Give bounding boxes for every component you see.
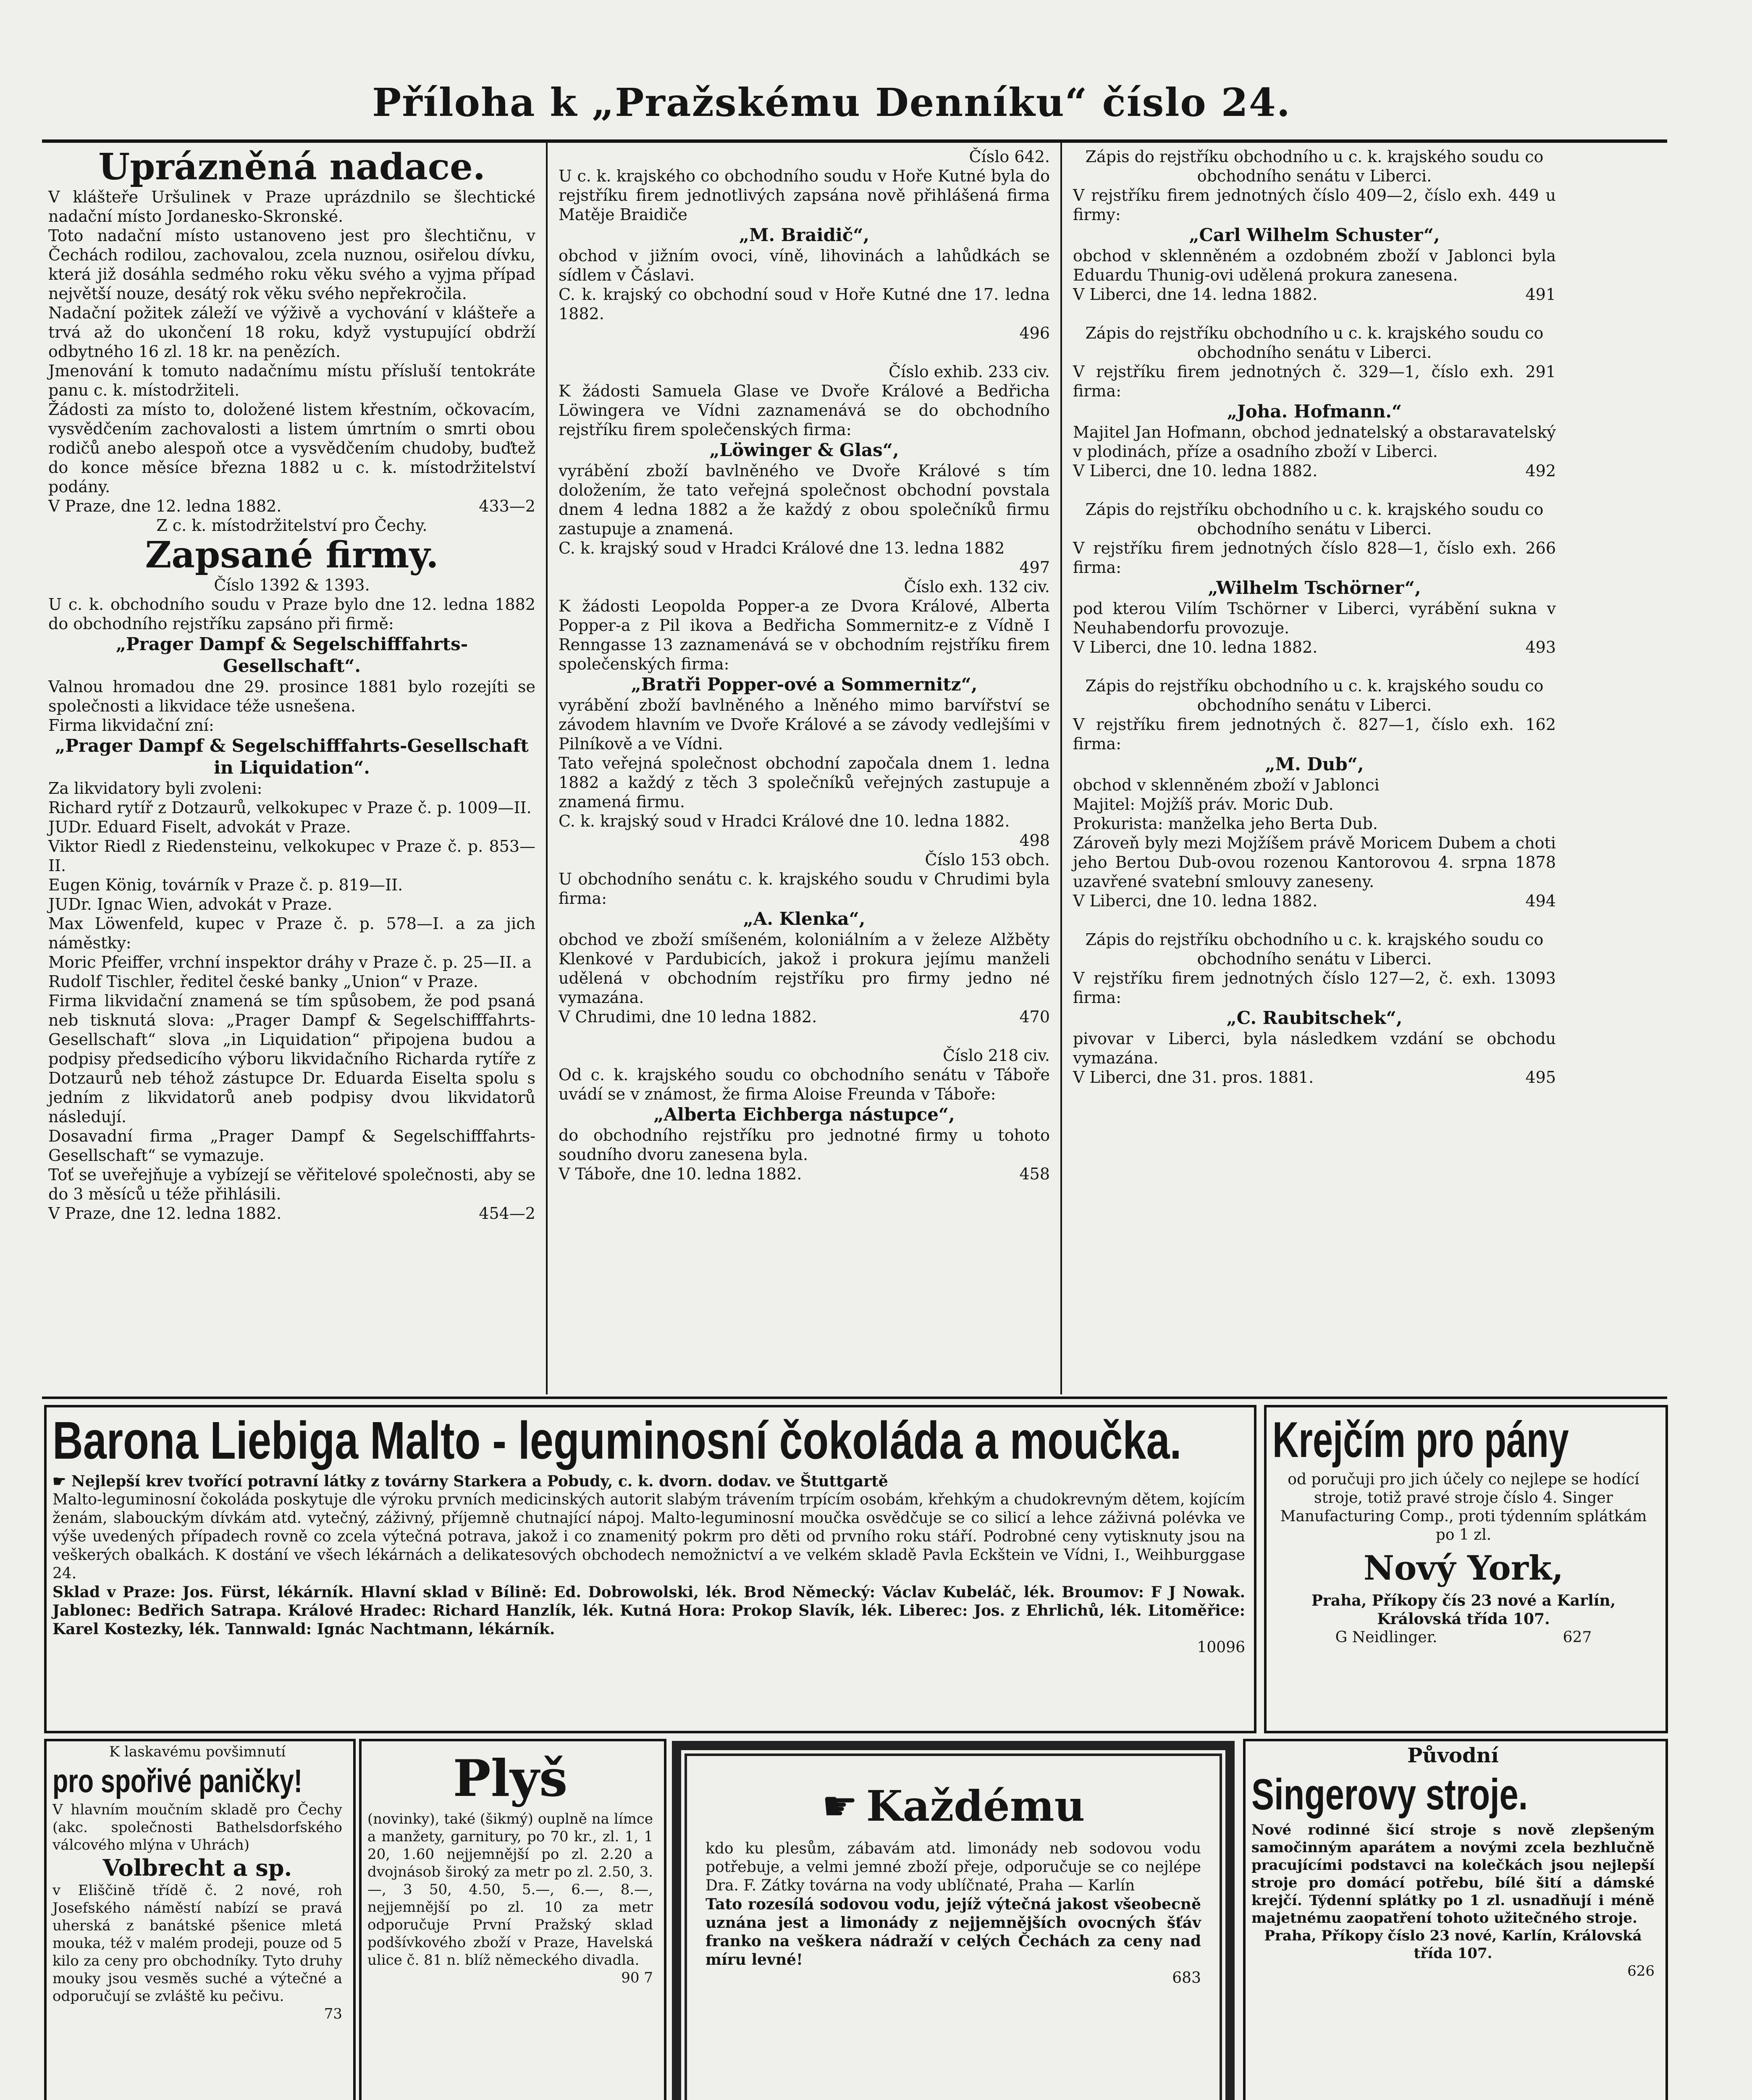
paragraph: U c. k. obchodního soudu v Praze bylo dne 12. ledna 1882 do obchodního rejstříku zapsáno při firmě: [48,595,535,633]
court-line: C. k. krajský soud v Hradci Králové dne 10. ledna 1882. [559,812,1010,830]
entry-number: 497 [1019,558,1050,577]
paragraph: V rejstříku firem jednotných číslo 127—2, č. exh. 13093 firma: [1073,969,1556,1007]
paragraph: Firma likvidační zní: [48,716,214,735]
signature-place: V Praze, dne 12. ledna 1882. [48,497,282,515]
signature-place: V Praze, dne 12. ledna 1882. [48,1204,282,1223]
paragraph: do obchodního rejstříku pro jednotné firmy u tohoto soudního dvoru zanesena byla. [559,1126,1050,1164]
signature-line [1073,461,1556,480]
ad-liebig-body: Malto-leguminosní čokoláda poskytuje dle výroku prvních medicinských autorit slabým trávením trpícím osobám, křehkým a chudokrevným dětem, kojícím ženám, slabouckým dívkám atd. vytečný, záživný, příjemně chutnající nápoj. Malto-leguminosní moučka osvědčuje se co silicí a lehce záživná polévka ve výše uvedených případech rovně co zcela výtečná potrava, jakož i co znamenitý pokrm pro děti od prvního roku stáří. Podrobné ceny vytisknuty jsou na veškerých obalkách. K dostání ve všech lékárnách a delikatesových obchodech nemožnictví a ve velkém skladě Pavla Eckštein ve Vídni, I., Weihburggase 24. [52,1491,1245,1582]
liquidator: JUDr. Eduard Fiselt, advokát v Praze. [48,818,351,836]
paragraph: U obchodního senátu c. k. krajského soudu v Chrudimi byla firma: [559,870,1050,908]
ad-plys-title: Plyš [453,1749,568,1808]
liquidator: Richard rytíř z Dotzaurů, velkokupec v Praze č. p. 1009—II. [48,798,532,817]
owner-line: Majitel: Mojžíš práv. Moric Dub. [1073,795,1334,814]
ad-plys-content [367,1747,653,1987]
ad-krejcim-address: Praha, Příkopy čís 23 nové a Karlín, Královská třída 107. [1311,1592,1616,1628]
firm-name: „Prager Dampf & Segelschifffahrts-Gesellschaft“. [115,634,468,676]
pointing-hand-icon: ☛ [821,1782,858,1830]
paragraph: obchod v sklenněném a ozdobném zboží v Jablonci byla Eduardu Thunig-ovi udělená prokura zanesena. [1073,247,1556,284]
firm-name: „Prager Dampf & Segelschifffahrts-Gesellschaft in Liquidation“. [55,735,529,778]
ad-liebig-stockists: Sklad v Praze: Jos. Fürst, lékárník. Hlavní sklad v Bílině: Ed. Dobrowolski, lék. Brod Německý: Václav Kubeláč, lék. Broumov: F J Nowak. Jablonec: Bedřich Satrapa. Králové Hradec: Richard Hanzlík, lék. Kutná Hora: Prokop Slavík, lék. Liberec: Jos. z Ehrlichů, lék. Litoměřice: Karel Kostezky, lék. Tannwald: Ignác Nachtmann, lékárník. [52,1583,1245,1638]
ad-liebig-content [52,1409,1245,1657]
ad-kazdemu-title: Každému [866,1781,1085,1831]
ad-krejcim-content [1272,1409,1655,1647]
paragraph: obchod v sklenněném zboží v Jablonci [1073,776,1380,794]
liquidator: JUDr. Ignac Wien, advokát v Praze. [48,895,333,914]
signature-line [1073,1068,1556,1087]
liquidator: Max Löwenfeld, kupec v Praze č. p. 578—I. a za jich náměstky: [48,914,535,952]
column-3 [1073,147,1556,1087]
masthead: Příloha k „Pražskému Denníku“ číslo 24. [372,80,1291,125]
entry-number: 495 [1525,1068,1556,1087]
entry-number: 498 [1019,831,1050,850]
ad-panicky-text: V hlavním moučním skladě pro Čechy (akc. společnosti Bathelsdorfského válcového mlýna v Uhrách) [52,1801,342,1853]
paragraph: Dosavadní firma „Prager Dampf & Segelschifffahrts-Gesellschaft“ se vymazuje. [48,1127,535,1165]
paragraph: Od c. k. krajského soudu co obchodního senátu v Táboře uvádí se v známost, že firma Aloise Freunda v Táboře: [559,1066,1050,1103]
signature-office: Z c. k. místodržitelství pro Čechy. [156,516,428,535]
signature-line [48,496,535,516]
signature-line [1073,638,1556,657]
court-line: V Chrudimi, dne 10 ledna 1882. [559,1008,817,1026]
masthead-rule [42,139,1667,143]
paragraph: Žádosti za místo to, doložené listem křestním, očkovacím, vysvědčením zachovalosti a listem úmrtním o smrti obou rodičů anebo alespoň otce a vysvědčením chudoby, buďtež do konce měsíce března 1882 u c. k. místodržitelství podány. [48,400,535,496]
entry-number: 433—2 [479,497,535,515]
court-line: C. k. krajský soud v Hradci Králové dne 13. ledna 1882 [559,539,1005,557]
entry-number: 470 [1019,1008,1050,1026]
paragraph: vyrábění zboží bavlněného ve Dvoře Králové s tím doložením, že tato veřejná společnost obchodní povstala dnem 4 ledna 1882 a že každý z obou společníků firmu zastupuje a znamená. [559,462,1050,538]
entry-number: Číslo 642. [969,147,1050,166]
paragraph: obchod v jižním ovoci, víně, lihovinách a lahůdkách se sídlem v Čáslavi. [559,247,1050,284]
ad-kazdemu-content [706,1781,1201,1987]
paragraph: pivovar v Liberci, byla následkem vzdání se obchodu vymazána. [1073,1029,1556,1067]
ad-panicky-text2: v Eliščině třídě č. 2 nové, roh Josefského náměstí nabízí se pravá uherská z banátské pšenice mletá mouka, též v malém prodeji, pouze od 5 kilo za ceny pro obchodníky. Tyto druhy mouky jsou vesměs suché a výtečné a odporučují se zvláště ku pečivu. [52,1882,342,2005]
column-1 [48,147,535,1223]
ad-krejcim-text: od poručuji pro jich účely co nejlepe se hodící stroje, totiž pravé stroje číslo 4. Singer Manufacturing Comp., proti týdenním splátkám po 1 zl. [1280,1471,1647,1544]
column-2 [559,147,1050,1184]
ad-kazdemu-header [706,1781,1201,1831]
paragraph: V rejstříku firem jednotných č. 827—1, číslo exh. 162 firma: [1073,715,1556,753]
ad-panicky-firm: Volbrecht a sp. [102,1854,292,1881]
entry-number: 492 [1525,462,1556,480]
ad-plys-text: (novinky), také (šikmý) ouplně na límce a manžety, garnitury, po 70 kr., zl. 1, 1 20, 1.60 nejjemnější po zl. 2.20 a dvojnásob široký za metr po zl. 2.50, 3.—, 3 50, 4.50, 5.—, 6.—, 8.—, nejjemnější po zl. 10 za metr odporučuje První Pražský sklad podšívkového zboží v Praze, Havelská ulice č. 81 n. blíž německého divadla. [367,1811,653,1969]
paragraph: Toť se uveřejňuje a vybízejí se věřitelové společnosti, aby se do 3 měsíců u téže přihlásili. [48,1166,535,1203]
ad-krejcim-signer: G Neidlinger. [1335,1629,1437,1646]
ad-singer-top: Původní [1407,1744,1499,1767]
paragraph: V rejstříku firem jednotných číslo 409—2, číslo exh. 449 u firmy: [1073,186,1556,224]
liquidator: Rudolf Tischler, ředitel české banky „Union“ v Praze. [48,972,478,991]
paragraph: Toto nadační místo ustanoveno jest pro šlechtičnu, v Čechách rodilou, zachovalou, zcela nuznou, osiřelou dívku, která již dosáhla sedmého roku věku svého a vyjma případ největší nouze, desátý rok věku svého nepřekročila. [48,226,535,303]
paragraph: Majitel Jan Hofmann, obchod jednatelský a obstaravatelský v plodinách, příze a osadního zboží v Liberci. [1073,423,1556,461]
entry-number: 493 [1525,638,1556,656]
entry-number: Číslo 218 civ. [943,1046,1050,1065]
paragraph: vyrábění zboží bavlněného a lněného mimo barvířství se závodem hlavním ve Dvoře Králové a se závody vedlejšími v Pilníkově a ve Vídni. [559,696,1050,753]
entry-number: Číslo 1392 & 1393. [214,576,370,594]
paragraph: pod kterou Vilím Tschörner v Liberci, vyrábění sukna v Neuhabendorfu provozuje. [1073,599,1556,637]
liquidator: Viktor Riedl z Riedensteinu, velkokupec v Praze č. p. 853—II. [48,837,535,875]
firm-name: „M. Dub“, [1265,754,1364,774]
entry-heading: Zápis do rejstříku obchodního u c. k. krajského soudu co obchodního senátu v Liberci. [1085,677,1544,714]
entry-number: Číslo exh. 132 civ. [904,578,1050,596]
ad-liebig-title: Barona Liebiga Malto - leguminosní čokoláda a moučka. [52,1411,1182,1470]
firm-name: „Joha. Hofmann.“ [1227,401,1402,422]
paragraph: Zároveň byly mezi Mojžíšem právě Moricem Dubem a choti jeho Bertou Dub-ovou rozenou Kantorovou 4. srpna 1878 uzavřené svatební smlouvy zaneseny. [1073,834,1556,891]
paragraph: Jmenování k tomuto nadačnímu místu přísluší tentokráte panu c. k. místodržiteli. [48,362,535,399]
heading-vacant-foundation: Uprázněná nadace. [98,146,485,188]
ad-singer-title: Singerovy stroje. [1251,1770,1528,1819]
column-divider-1 [546,143,548,1394]
ad-panicky-title: pro spořivé paničky! [52,1762,303,1799]
entry-heading: Zápis do rejstříku obchodního u c. k. krajského soudu co obchodního senátu v Liberci. [1085,147,1544,185]
firm-name: „A. Klenka“, [743,908,866,929]
ad-krejcim-title: Krejčím pro pány [1272,1412,1569,1468]
liquidator: Moric Pfeiffer, vrchní inspektor dráhy v Praze č. p. 25—II. a [48,953,532,971]
court-line: V Liberci, dne 14. ledna 1882. [1073,285,1318,304]
entry-number: Číslo exhib. 233 civ. [889,362,1050,381]
paragraph: V rejstříku firem jednotných č. 329—1, číslo exh. 291 firma: [1073,362,1556,400]
paragraph: U c. k. krajského co obchodního soudu v Hoře Kutné byla do rejstříku firem jednotlivých zapsána nově přihlášená firma Matěje Braidiče [559,167,1050,224]
ad-singer-text: Nové rodinné šicí stroje s nově zlepšeným samočinným aparátem a novými zcela bezhlučně pracujícími podstavci na kolečkách jsou nejlepší stroje pro domácí potřebu, bílé šití a dámské krejčí. Týdenní splátky po 1 zl. usnadňují i méně majetnému zaopatření tohoto užitečného stroje. [1251,1822,1655,1927]
firm-name: „Löwinger & Glas“, [709,440,899,460]
ad-number: 683 [1172,1969,1201,1987]
paragraph: Valnou hromadou dne 29. prosince 1881 bylo rozejíti se společnosti a likvidace téže usnešena. [48,677,535,715]
pointing-hand-icon: ☛ [52,1473,71,1490]
heading-registered-firms: Zapsané firmy. [145,534,439,576]
ads-top-rule [42,1396,1667,1399]
ad-panicky-content [52,1743,342,2023]
firm-name: „C. Raubitschek“, [1226,1008,1403,1028]
firm-name: „Wilhelm Tschörner“, [1208,578,1421,598]
paragraph: Nadační požitek záleží ve výživě a vychování v klášteře a trvá až do ukončení 18 roku, když vystupující obdrží odbytného 16 zl. 18 kr. na penězích. [48,304,535,361]
owner-line: Prokurista: manželka jeho Berta Dub. [1073,814,1378,833]
paragraph: obchod ve zboží smíšeném, koloniálním a v železe Alžběty Klenkové v Pardubicích, jakož i prokura jejímu manželi udělená v obchodním rejstříku pro firmy jedno né vymazána. [559,930,1050,1007]
entry-heading: Zápis do rejstříku obchodního u c. k. krajského soudu co obchodního senátu v Liberci. [1085,930,1544,968]
ad-kazdemu-text: kdo ku plesům, zábavám atd. limonády neb sodovou vodu potřebuje, a velmi jemné zboží přeje, odporučuje se co nejlépe Dra. F. Zátky továrna na vody ublíčnaté, Praha — Karlín [706,1840,1201,1894]
paragraph: K žádosti Leopolda Popper-a ze Dvora Králové, Alberta Popper-a z Pil ikova a Bedřicha Sommernitz-e z Vídně I Renngasse 13 zaznamenává se v obchodním rejstříku firem společenských firma: [559,597,1050,673]
ad-number: 627 [1563,1629,1592,1646]
column-divider-2 [1060,143,1062,1394]
entry-number: Číslo 153 obch. [925,850,1050,869]
firm-name: „M. Braidič“, [739,225,870,245]
entry-number: 491 [1525,285,1556,304]
entry-heading: Zápis do rejstříku obchodního u c. k. krajského soudu co obchodního senátu v Liberci. [1085,324,1544,362]
paragraph: Firma likvidační znamená se tím spůsobem, že pod psaná neb tisknutá slova: „Prager Dampf & Segelschifffahrts-Gesellschaft“ slova „in Liquidation“ připojena budou a podpisy předsedicího výboru likvidačního Richarda rytíře z Dotzaurů neb téhož zástupce Dr. Eduarda Eiselta spolu s jedním z likvidatorů aneb podpisy dvou likvidatorů následují. [48,992,535,1126]
entry-number: 494 [1525,892,1556,910]
liquidator: Eugen König, továrník v Praze č. p. 819—II. [48,876,403,894]
court-line: V Táboře, dne 10. ledna 1882. [559,1165,802,1183]
ad-number: 626 [1627,1963,1655,1979]
ad-number: 90 7 [621,1969,653,1986]
signature-line [1073,891,1556,911]
ad-krejcim-sign [1272,1628,1655,1647]
ad-krejcim-brand: Nový York, [1363,1548,1564,1588]
court-line: V Liberci, dne 10. ledna 1882. [1073,638,1318,656]
court-line: V Liberci, dne 10. ledna 1882. [1073,462,1318,480]
ad-liebig-line1: ☛ Nejlepší krev tvořící potravní látky z továrny Starkera a Pobudy, c. k. dvorn. dodav. ve Štuttgartě [52,1473,888,1490]
court-line: C. k. krajský co obchodní soud v Hoře Kutné dne 17. ledna 1882. [559,285,1050,323]
court-line: V Liberci, dne 31. pros. 1881. [1073,1068,1314,1087]
entry-number: 454—2 [479,1204,535,1223]
ad-number: 10096 [1197,1639,1245,1656]
ad-singer-address: Praha, Příkopy číslo 23 nové, Karlín, Královská třída 107. [1264,1927,1642,1962]
entry-number: 458 [1019,1165,1050,1183]
signature-line [559,1164,1050,1184]
paragraph: Za likvidatory byli zvoleni: [48,779,262,798]
firm-name: „Alberta Eichberga nástupce“, [653,1104,955,1125]
ad-kazdemu-text2: Tato rozesílá sodovou vodu, jejíž výtečná jakost všeobecně uznána jest a limonády z nejjemnějších ovocných šťáv franko na veškera nádraží v celých Čechách za ceny nad míru levné! [706,1895,1201,1969]
entry-heading: Zápis do rejstříku obchodního u c. k. krajského soudu co obchodního senátu v Liberci. [1085,500,1544,538]
signature-line [1073,285,1556,304]
firm-name: „Bratři Popper-ové a Sommernitz“, [631,674,978,695]
paragraph: V rejstříku firem jednotných číslo 828—1, číslo exh. 266 firma: [1073,539,1556,577]
ad-singer-content [1251,1743,1655,1980]
paragraph: Tato veřejná společnost obchodní započala dnem 1. ledna 1882 a každý z těch 3 společníků veřejných zastupuje a znamená firmu. [559,754,1050,811]
entry-number: 496 [1019,324,1050,342]
firm-name: „Carl Wilhelm Schuster“, [1189,225,1440,245]
ad-number: 73 [324,2006,342,2022]
signature-line [559,1007,1050,1026]
court-line: V Liberci, dne 10. ledna 1882. [1073,892,1318,910]
ad-panicky-top: K laskavému povšimnutí [109,1743,286,1760]
signature-line [48,1204,535,1223]
paragraph: V klášteře Uršulinek v Praze uprázdnilo se šlechtické nadační místo Jordanesko-Skronské. [48,188,535,226]
paragraph: K žádosti Samuela Glase ve Dvoře Králové a Bedřicha Löwingera ve Vídni zaznamenává se do obchodního rejstříku firem společenských firma: [559,382,1050,439]
